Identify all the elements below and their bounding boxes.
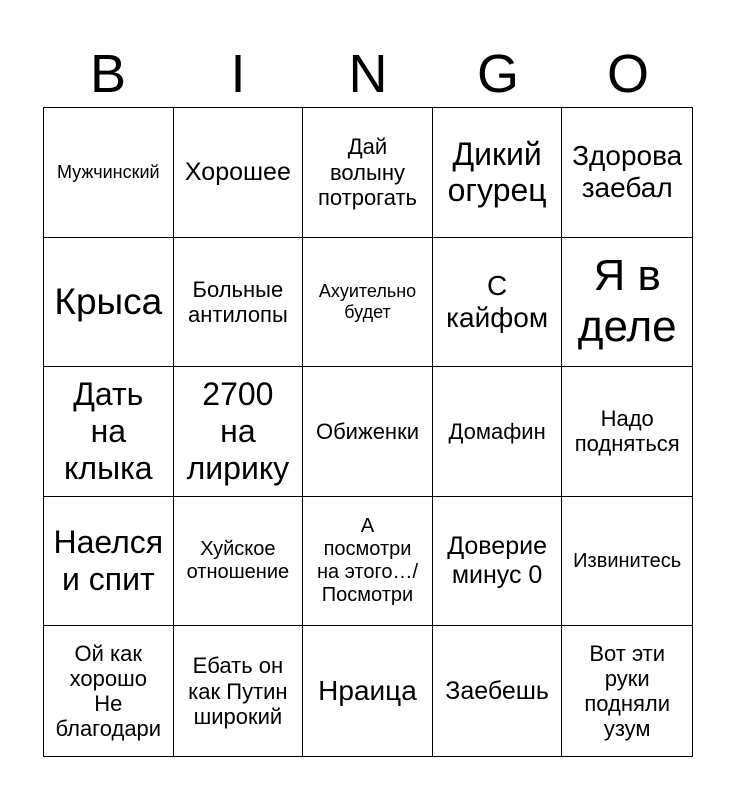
bingo-cell-r1-c4[interactable] xyxy=(433,108,563,238)
bingo-cell-label: С кайфом xyxy=(446,269,549,333)
bingo-cell-label: Хуйское отношение xyxy=(186,538,290,584)
header-letter-i: I xyxy=(230,44,246,104)
bingo-cell-r2-c5[interactable] xyxy=(562,238,692,368)
bingo-cell-label: Заебешь xyxy=(445,676,549,705)
bingo-cell-r1-c3[interactable] xyxy=(303,108,433,238)
bingo-cell-r4-c4[interactable] xyxy=(433,497,563,627)
bingo-cell-r2-c2[interactable] xyxy=(174,238,304,368)
bingo-cell-label: Ахуительно будет xyxy=(318,281,417,322)
bingo-cell-label: Извинитесь xyxy=(573,549,682,572)
bingo-cell-r4-c1[interactable] xyxy=(44,497,174,627)
bingo-cell-label: А посмотри на этого…/ Посмотри xyxy=(316,515,419,607)
bingo-cell-label: Дай волыну потрогать xyxy=(317,134,418,210)
bingo-cell-label: Наелся и спит xyxy=(53,524,164,598)
bingo-cell-r2-c4[interactable] xyxy=(433,238,563,368)
bingo-cell-r5-c1[interactable] xyxy=(44,626,174,756)
bingo-cell-label: Нраица xyxy=(318,675,417,707)
bingo-cell-r5-c4[interactable] xyxy=(433,626,563,756)
bingo-cell-label: Обиженки xyxy=(315,418,419,444)
bingo-cell-r1-c1[interactable] xyxy=(44,108,174,238)
header-letter-o: O xyxy=(606,44,649,104)
bingo-cell-r3-c2[interactable] xyxy=(174,367,304,497)
bingo-cell-label: Ебать он как Путин широкий xyxy=(188,653,288,729)
bingo-cell-r1-c2[interactable] xyxy=(174,108,304,238)
bingo-cell-r3-c5[interactable] xyxy=(562,367,692,497)
bingo-cell-r4-c5[interactable] xyxy=(562,497,692,627)
bingo-cell-label: Крыса xyxy=(54,280,163,322)
bingo-cell-label: Дикий огурец xyxy=(447,135,547,209)
bingo-cell-r3-c1[interactable] xyxy=(44,367,174,497)
header-letter-n: N xyxy=(348,44,388,104)
bingo-cell-r4-c3[interactable] xyxy=(303,497,433,627)
bingo-cell-label: Дать на клыка xyxy=(64,376,153,486)
bingo-cell-r4-c2[interactable] xyxy=(174,497,304,627)
bingo-cell-r2-c3[interactable] xyxy=(303,238,433,368)
bingo-board xyxy=(43,107,693,757)
header-letter-g: G xyxy=(476,44,519,104)
bingo-cell-label: 2700 на лирику xyxy=(186,376,290,486)
bingo-cell-r2-c1[interactable] xyxy=(44,238,174,368)
bingo-cell-label: Здорова заебал xyxy=(572,140,683,204)
bingo-cell-label: Хорошее xyxy=(184,157,291,186)
bingo-header xyxy=(43,40,693,108)
bingo-cell-label: Ой как хорошо Не благодари xyxy=(55,640,162,742)
bingo-cell-label: Больные антилопы xyxy=(187,276,288,327)
header-letter-b: B xyxy=(89,44,127,104)
bingo-cell-r5-c5[interactable] xyxy=(562,626,692,756)
bingo-cell-r5-c2[interactable] xyxy=(174,626,304,756)
bingo-cell-label: Домафин xyxy=(448,418,546,444)
bingo-cell-r1-c5[interactable] xyxy=(562,108,692,238)
bingo-cell-label: Вот эти руки подняли узум xyxy=(584,640,671,742)
bingo-cell-label: Мужчинский xyxy=(56,161,160,182)
bingo-cell-r3-c4[interactable] xyxy=(433,367,563,497)
bingo-cell-label: Надо подняться xyxy=(574,406,680,457)
bingo-cell-r5-c3[interactable] xyxy=(303,626,433,756)
bingo-cell-label: Доверие минус 0 xyxy=(447,532,547,590)
bingo-cell-label: Я в деле xyxy=(577,251,677,351)
bingo-cell-r3-c3[interactable] xyxy=(303,367,433,497)
